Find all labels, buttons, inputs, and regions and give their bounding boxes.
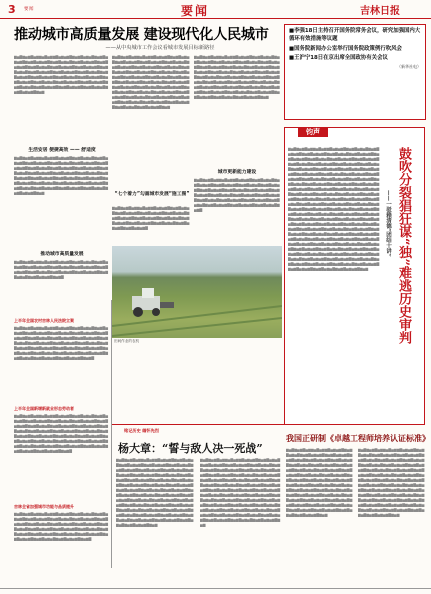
farm-photo xyxy=(112,246,282,338)
brief-1[interactable]: ■李强18日主持召开国务院常务会议，研究加强国内大循环有效措施等议题 xyxy=(289,28,421,42)
section-rule xyxy=(112,424,284,425)
column-divider xyxy=(111,300,112,568)
lead-column-1b: ▆▅▇▆▅▆▇▅▆▆▅▇▅▆▆▇▅▆▅▆▇▆▅▆▇▅▆▅▇▆▅▆▇▅▆▅▆▇▆▅▆▇▅▆▅▆▇▆▅▆▇▅▆▅▇▆▅▆▇▅▆▅▆▇▆▅▆▇▅▆▅▆▇▆▅▆▇▅▆▅▇▆▅▆▇▅▆▅▆▇▆▅▆▇▅▆▅▆▇▆▅▆▇▅▆▅▇▆▅▆▇▅▆▅▆▇▆▅▆▇▅▆▅▆▇▆▅▆▇▅▆▅▇▆▅▆▇▅▆▅▆▇▆▅▆▇▅▆▅▆▇▆▅▆▇▅▆▅▇▆▅▆▇▅▆▅▆▇▆▅▆▇▅▆▅▆▇▆▅▆▇▅▆▅▇▆▅▆▇▅▆▅▆▇▆▅▆▇▅▆▅▆▇▆▅▆▇▅▆▅▇▆▅▆▇▅▆▅▆▇▆▅▆▇▅▆▅▆▇▆▅▆▇▅▆▅▇▆▅▆▇▅▆▅▆▇▆▅▆ xyxy=(14,156,108,195)
page-meta: 要闻 xyxy=(24,7,34,12)
lead-column-2b: ▆▅▇▆▅▆▇▅▆▆▅▇▅▆▆▇▅▆▅▆▇▆▅▆▇▅▆▅▇▆▅▆▇▅▆▅▆▇▆▅▆▇▅▆▅▆▇▆▅▆▇▅▆▅▇▆▅▆▇▅▆▅▆▇▆▅▆▇▅▆▅▆▇▆▅▆▇▅▆▅▇▆▅▆▇▅▆▅▆▇▆▅▆▇▅▆▅▆▇▆▅▆▇▅▆▅▇▆▅▆▇▅▆▅▆▇▆▅▆▇▅▆▅▆▇ xyxy=(112,206,190,230)
side-news-headline-1: 上半年全国农村吉林人民法院立案 xyxy=(14,318,74,323)
brief-2[interactable]: ■国务院新闻办公室举行国务院政策例行吹风会 xyxy=(289,45,402,52)
commentary-tag: 钧声 xyxy=(298,127,328,137)
lead-column-1c: ▆▅▇▆▅▆▇▅▆▆▅▇▅▆▆▇▅▆▅▆▇▆▅▆▇▅▆▅▇▆▅▆▇▅▆▅▆▇▆▅▆▇▅▆▅▆▇▆▅▆▇▅▆▅▇▆▅▆▇▅▆▅▆▇▆▅▆▇▅▆▅▆▇▆▅▆▇▅▆▅▇▆▅▆▇▅▆▅▆▇▆▅▆▇▅▆▅▆▇▆▅▆▇▅▆▅▇▆▅▆▇▅▆▅▆▇▆▅▆▇ xyxy=(14,260,108,279)
photo-caption: 田间作业的农机 xyxy=(114,339,140,343)
lead-column-2: ▆▅▇▆▅▆▇▅▆▆▅▇▅▆▆▇▅▆▅▆▇▆▅▆▇▅▆▅▇▆▅▆▇▅▆▅▆▇▆▅▆▇▅▆▅▆▇▆▅▆▇▅▆▅▇▆▅▆▇▅▆▅▆▇▆▅▆▇▅▆▅▆▇▆▅▆▇▅▆▅▇▆▅▆▇▅▆▅▆▇▆▅▆▇▅▆▅▆▇▆▅▆▇▅▆▅▇▆▅▆▇▅▆▅▆▇▆▅▆▇▅▆▅▆▇▆▅▆▇▅▆▅▇▆▅▆▇▅▆▅▆▇▆▅▆▇▅▆▅▆▇▆▅▆▇▅▆▅▇▆▅▆▇▅▆▅▆▇▆▅▆▇▅▆▅▆▇▆▅▆▇▅▆▅▇▆▅▆▇▅▆▅▆▇▆▅▆▇▅▆▅▆▇▆▅▆▇▅▆▅▇▆▅▆▇▅▆▅▆▇▆▅▆▇▅▆▅▆▇▆▅▆▇▅▆▅▇▆▅▆▇▅▆▅▆▇▆▅▆▇▅▆▅▆▇▆▅▆▇▅▆▅▇▆▅▆▇▅▆▅▆▇▆▅▆▇▅▆▅▆▇▆▅▆▇▅▆▅▇▆▅▆▇▅▆▅▆▇▆▅▆ xyxy=(112,55,190,109)
lead-subhead-1: 生活安居 便捷高效 —— 舒适度 xyxy=(28,148,96,153)
hero-tag: 铭记历史 缅怀先烈 xyxy=(124,428,159,433)
side-news-body-3: ▆▅▇▆▅▆▇▅▆▆▅▇▅▆▆▇▅▆▅▆▇▆▅▆▇▅▆▅▇▆▅▆▇▅▆▅▆▇▆▅▆▇▅▆▅▆▇▆▅▆▇▅▆▅▇▆▅▆▇▅▆▅▆▇▆▅▆▇▅▆▅▆▇▆▅▆▇▅▆▅▇▆▅▆▇▅▆▅▆▇▆▅▆▇▅▆▅▆▇▆▅▆▇▅▆▅▇▆▅▆▇▅▆▅▆▇▆▅▆▇▅▆▅▆▇▆▅▆▇▅▆▅▇▆▅▆▇▅▆▅▆▇▆▅▆▇▅▆▅▆▇▆▅▆▇▅▆▅▇▆▅▆▇▅▆▅▆▇▆▅▆▇▅▆▅▆▇▆▅▆▇▅▆▅▇▆▅▆▇▅▆▅▆▇▆▅▆▇ xyxy=(14,512,108,541)
lead-column-3b: ▆▅▇▆▅▆▇▅▆▆▅▇▅▆▆▇▅▆▅▆▇▆▅▆▇▅▆▅▇▆▅▆▇▅▆▅▆▇▆▅▆▇▅▆▅▆▇▆▅▆▇▅▆▅▇▆▅▆▇▅▆▅▆▇▆▅▆▇▅▆▅▆▇▆▅▆▇▅▆▅▇▆▅▆▇▅▆▅▆▇▆▅▆▇▅▆▅▆▇▆▅▆▇▅▆▅▇▆▅▆▇▅▆▅▆▇▆▅▆▇▅▆▅▆▇▆▅▆▇▅▆▅▇▆▅▆▇▅▆▅▆▇▆▅▆▇▅▆▅▆▇▆▅▆▇▅▆▅▇▆▅▆▇▅▆▅▆▇▆▅▆▇▅▆▅▆▇▆▅▆▇▅▆▅▇▆▅▆▇ xyxy=(194,178,280,212)
lead-headline: 推动城市高质量发展 建设现代化人民城市 xyxy=(14,27,269,43)
briefs-source: （新华社电） xyxy=(397,64,421,70)
commentary-title[interactable]: 鼓吹分裂猖狂谋“独”难逃历史审判 xyxy=(396,147,411,344)
page-number: 3 xyxy=(8,3,16,16)
bottom-right-headline[interactable]: 我国正研制《卓越工程师培养认证标准》 xyxy=(286,433,430,443)
lead-subheadline: ——从中央城市工作会议看城市发展目标新路径 xyxy=(105,45,215,51)
tractor-icon xyxy=(112,246,282,338)
side-news-headline-3: 吉林全省加强城市功能与品质提升 xyxy=(14,504,74,509)
commentary-subtitle: ——一驳赖清德“团结十讲” xyxy=(385,190,391,257)
lead-column-1: ▆▅▇▆▅▆▇▅▆▆▅▇▅▆▆▇▅▆▅▆▇▆▅▆▇▅▆▅▇▆▅▆▇▅▆▅▆▇▆▅▆▇▅▆▅▆▇▆▅▆▇▅▆▅▇▆▅▆▇▅▆▅▆▇▆▅▆▇▅▆▅▆▇▆▅▆▇▅▆▅▇▆▅▆▇▅▆▅▆▇▆▅▆▇▅▆▅▆▇▆▅▆▇▅▆▅▇▆▅▆▇▅▆▅▆▇▆▅▆▇▅▆▅▆▇▆▅▆▇▅▆▅▇▆▅▆▇▅▆▅▆▇▆▅▆▇▅▆▅▆▇▆▅▆▇▅▆▅▇▆▅▆▇▅▆▅▆▇▆▅▆▇▅▆▅▆▇▆▅▆▇▅▆▅▇▆▅▆▇▅▆▅▆▇▆▅▆▇▅▆▅▆▇▆▅▆▇▅▆▅▇▆▅▆▇▅▆▅▆▇▆▅▆▇▅▆▅▆▇▆▅▆▇▅▆▅▇▆▅▆▇▅▆▅▆▇▆▅▆ xyxy=(14,55,108,94)
lead-column-3: ▆▅▇▆▅▆▇▅▆▆▅▇▅▆▆▇▅▆▅▆▇▆▅▆▇▅▆▅▇▆▅▆▇▅▆▅▆▇▆▅▆▇▅▆▅▆▇▆▅▆▇▅▆▅▇▆▅▆▇▅▆▅▆▇▆▅▆▇▅▆▅▆▇▆▅▆▇▅▆▅▇▆▅▆▇▅▆▅▆▇▆▅▆▇▅▆▅▆▇▆▅▆▇▅▆▅▇▆▅▆▇▅▆▅▆▇▆▅▆▇▅▆▅▆▇▆▅▆▇▅▆▅▇▆▅▆▇▅▆▅▆▇▆▅▆▇▅▆▅▆▇▆▅▆▇▅▆▅▇▆▅▆▇▅▆▅▆▇▆▅▆▇▅▆▅▆▇▆▅▆▇▅▆▅▇▆▅▆▇▅▆▅▆▇▆▅▆▇▅▆▅▆▇▆▅▆▇▅▆▅▇▆▅▆▇▅▆▅▆▇▆▅▆▇▅▆▅▆▇▆▅▆▇▅▆▅▇▆▅▆▇▅▆▅▆▇▆▅▆▇▅▆▅▆▇▆▅▆▇▅▆▅▇▆▅▆▇▅▆▅▆▇▆▅▆ xyxy=(194,55,280,99)
lead-subhead-4: 推动城市高质量发展 xyxy=(40,252,84,257)
hero-body-2: ▆▅▇▆▅▆▇▅▆▆▅▇▅▆▆▇▅▆▅▆▇▆▅▆▇▅▆▅▇▆▅▆▇▅▆▅▆▇▆▅▆▇▅▆▅▆▇▆▅▆▇▅▆▅▇▆▅▆▇▅▆▅▆▇▆▅▆▇▅▆▅▆▇▆▅▆▇▅▆▅▇▆▅▆▇▅▆▅▆▇▆▅▆▇▅▆▅▆▇▆▅▆▇▅▆▅▇▆▅▆▇▅▆▅▆▇▆▅▆▇▅▆▅▆▇▆▅▆▇▅▆▅▇▆▅▆▇▅▆▅▆▇▆▅▆▇▅▆▅▆▇▆▅▆▇▅▆▅▇▆▅▆▇▅▆▅▆▇▆▅▆▇▅▆▅▆▇▆▅▆▇▅▆▅▇▆▅▆▇▅▆▅▆▇▆▅▆▇▅▆▅▆▇▆▅▆▇▅▆▅▇▆▅▆▇▅▆▅▆▇▆▅▆▇▅▆▅▆▇▆▅▆▇▅▆▅▇▆▅▆▇▅▆▅▆▇▆▅▆▇▅▆▅▆▇▆▅▆▇▅▆▅▇▆▅▆▇▅▆▅▆▇▆▅▆▇▅▆▅▆▇▆▅▆▇▅▆▅▇▆▅▆▇▅▆▅▆▇▆▅▆▇▅▆▅▆▇▆▅▆▇▅▆▅▇▆▅▆▇▅▆▅▆▇▆▅▆▇▅▆▅▆▇▆▅▆▇▅▆▅▇▆▅▆▇▅▆▅▆▇▆▅▆▇▅▆▅▆▇▆▅▆▇▅▆▅▇▆▅▆▇▅▆▅▆▇▆▅▆ xyxy=(200,458,281,527)
page-footer xyxy=(0,588,431,594)
news-briefs-box xyxy=(284,24,426,120)
bottom-right-body-2: ▆▅▇▆▅▆▇▅▆▆▅▇▅▆▆▇▅▆▅▆▇▆▅▆▇▅▆▅▇▆▅▆▇▅▆▅▆▇▆▅▆▇▅▆▅▆▇▆▅▆▇▅▆▅▇▆▅▆▇▅▆▅▆▇▆▅▆▇▅▆▅▆▇▆▅▆▇▅▆▅▇▆▅▆▇▅▆▅▆▇▆▅▆▇▅▆▅▆▇▆▅▆▇▅▆▅▇▆▅▆▇▅▆▅▆▇▆▅▆▇▅▆▅▆▇▆▅▆▇▅▆▅▇▆▅▆▇▅▆▅▆▇▆▅▆▇▅▆▅▆▇▆▅▆▇▅▆▅▇▆▅▆▇▅▆▅▆▇▆▅▆▇▅▆▅▆▇▆▅▆▇▅▆▅▇▆▅▆▇▅▆▅▆▇▆▅▆▇▅▆▅▆▇▆▅▆▇▅▆▅▇▆▅▆▇▅▆▅▆▇▆▅▆▇▅▆▅▆▇▆▅▆▇▅▆▅▇▆▅▆▇▅▆▅▆▇▆▅▆▇▅▆▅▆▇▆▅▆▇▅▆▅▇▆▅▆▇▅▆▅▆▇▆▅▆▇▅▆▅▆▇▆▅▆▇▅▆▅▇▆▅▆▇▅▆▅▆▇▆▅▆▇▅▆▅▆▇▆▅▆▇▅▆▅▇▆▅▆▇▅▆▅▆▇▆▅▆ xyxy=(358,448,425,517)
hero-body-1: ▆▅▇▆▅▆▇▅▆▆▅▇▅▆▆▇▅▆▅▆▇▆▅▆▇▅▆▅▇▆▅▆▇▅▆▅▆▇▆▅▆▇▅▆▅▆▇▆▅▆▇▅▆▅▇▆▅▆▇▅▆▅▆▇▆▅▆▇▅▆▅▆▇▆▅▆▇▅▆▅▇▆▅▆▇▅▆▅▆▇▆▅▆▇▅▆▅▆▇▆▅▆▇▅▆▅▇▆▅▆▇▅▆▅▆▇▆▅▆▇▅▆▅▆▇▆▅▆▇▅▆▅▇▆▅▆▇▅▆▅▆▇▆▅▆▇▅▆▅▆▇▆▅▆▇▅▆▅▇▆▅▆▇▅▆▅▆▇▆▅▆▇▅▆▅▆▇▆▅▆▇▅▆▅▇▆▅▆▇▅▆▅▆▇▆▅▆▇▅▆▅▆▇▆▅▆▇▅▆▅▇▆▅▆▇▅▆▅▆▇▆▅▆▇▅▆▅▆▇▆▅▆▇▅▆▅▇▆▅▆▇▅▆▅▆▇▆▅▆▇▅▆▅▆▇▆▅▆▇▅▆▅▇▆▅▆▇▅▆▅▆▇▆▅▆▇▅▆▅▆▇▆▅▆▇▅▆▅▇▆▅▆▇▅▆▅▆▇▆▅▆▇▅▆▅▆▇▆▅▆▇▅▆▅▇▆▅▆▇▅▆▅▆▇▆▅▆▇▅▆▅▆▇▆▅▆▇▅▆▅▇▆▅▆▇▅▆▅▆▇▆▅▆▇▅▆▅▆▇▆▅▆▇▅▆▅▇▆▅▆▇▅▆▅▆▇▆▅▆ xyxy=(116,458,194,527)
brand-logo: 吉林日报 xyxy=(360,6,400,17)
side-news-body-1: ▆▅▇▆▅▆▇▅▆▆▅▇▅▆▆▇▅▆▅▆▇▆▅▆▇▅▆▅▇▆▅▆▇▅▆▅▆▇▆▅▆▇▅▆▅▆▇▆▅▆▇▅▆▅▇▆▅▆▇▅▆▅▆▇▆▅▆▇▅▆▅▆▇▆▅▆▇▅▆▅▇▆▅▆▇▅▆▅▆▇▆▅▆▇▅▆▅▆▇▆▅▆▇▅▆▅▇▆▅▆▇▅▆▅▆▇▆▅▆▇▅▆▅▆▇▆▅▆▇▅▆▅▇▆▅▆▇▅▆▅▆▇▆▅▆▇▅▆▅▆▇▆▅▆▇▅▆▅▇▆▅▆▇▅▆▅▆▇▆▅▆▇▅▆▅▆▇▆▅▆▇▅▆▅▇▆▅▆▇▅▆▅▆▇▆▅▆▇▅▆▅▆▇▆▅▆▇▅▆▅▇▆▅▆▇▅▆▅▆▇▆▅▆▇▅▆▅▆▇▆▅▆▇ xyxy=(14,326,108,360)
side-news-body-2: ▆▅▇▆▅▆▇▅▆▆▅▇▅▆▆▇▅▆▅▆▇▆▅▆▇▅▆▅▇▆▅▆▇▅▆▅▆▇▆▅▆▇▅▆▅▆▇▆▅▆▇▅▆▅▇▆▅▆▇▅▆▅▆▇▆▅▆▇▅▆▅▆▇▆▅▆▇▅▆▅▇▆▅▆▇▅▆▅▆▇▆▅▆▇▅▆▅▆▇▆▅▆▇▅▆▅▇▆▅▆▇▅▆▅▆▇▆▅▆▇▅▆▅▆▇▆▅▆▇▅▆▅▇▆▅▆▇▅▆▅▆▇▆▅▆▇▅▆▅▆▇▆▅▆▇▅▆▅▇▆▅▆▇▅▆▅▆▇▆▅▆▇▅▆▅▆▇▆▅▆▇▅▆▅▇▆▅▆▇▅▆▅▆▇▆▅▆▇▅▆▅▆▇▆▅▆▇▅▆▅▇▆▅▆▇▅▆▅▆▇▆▅▆▇▅▆▅▆▇▆▅▆▇▅▆▅▇▆▅▆▇▅▆▅▆▇▆▅▆▇▅▆▅▆▇▆▅▆▇ xyxy=(14,414,108,453)
bottom-right-body-1: ▆▅▇▆▅▆▇▅▆▆▅▇▅▆▆▇▅▆▅▆▇▆▅▆▇▅▆▅▇▆▅▆▇▅▆▅▆▇▆▅▆▇▅▆▅▆▇▆▅▆▇▅▆▅▇▆▅▆▇▅▆▅▆▇▆▅▆▇▅▆▅▆▇▆▅▆▇▅▆▅▇▆▅▆▇▅▆▅▆▇▆▅▆▇▅▆▅▆▇▆▅▆▇▅▆▅▇▆▅▆▇▅▆▅▆▇▆▅▆▇▅▆▅▆▇▆▅▆▇▅▆▅▇▆▅▆▇▅▆▅▆▇▆▅▆▇▅▆▅▆▇▆▅▆▇▅▆▅▇▆▅▆▇▅▆▅▆▇▆▅▆▇▅▆▅▆▇▆▅▆▇▅▆▅▇▆▅▆▇▅▆▅▆▇▆▅▆▇▅▆▅▆▇▆▅▆▇▅▆▅▇▆▅▆▇▅▆▅▆▇▆▅▆▇▅▆▅▆▇▆▅▆▇▅▆▅▇▆▅▆▇▅▆▅▆▇▆▅▆▇▅▆▅▆▇▆▅▆▇▅▆▅▇▆▅▆▇▅▆▅▆▇▆▅▆▇▅▆▅▆▇▆▅▆▇▅▆▅▇▆▅▆▇▅▆▅▆▇▆▅▆▇▅▆▅▆▇▆▅▆▇▅▆▅▇▆▅▆▇▅▆▅▆▇▆▅▆ xyxy=(286,448,353,517)
lead-subhead-3: 城市更新能力建设 xyxy=(217,170,257,175)
hero-headline[interactable]: 杨大章：“誓与敌人决一死战” xyxy=(118,442,263,455)
commentary-body: ▆▅▇▆▅▆▇▅▆▆▅▇▅▆▆▇▅▆▅▆▇▆▅▆▇▅▆▅▇▆▅▆▇▅▆▅▆▇▆▅▆▇▅▆▅▆▇▆▅▆▇▅▆▅▇▆▅▆▇▅▆▅▆▇▆▅▆▇▅▆▅▆▇▆▅▆▇▅▆▅▇▆▅▆▇▅▆▅▆▇▆▅▆▇▅▆▅▆▇▆▅▆▇▅▆▅▇▆▅▆▇▅▆▅▆▇▆▅▆▇▅▆▅▆▇▆▅▆▇▅▆▅▇▆▅▆▇▅▆▅▆▇▆▅▆▇▅▆▅▆▇▆▅▆▇▅▆▅▇▆▅▆▇▅▆▅▆▇▆▅▆▇▅▆▅▆▇▆▅▆▇▅▆▅▇▆▅▆▇▅▆▅▆▇▆▅▆▇▅▆▅▆▇▆▅▆▇▅▆▅▇▆▅▆▇▅▆▅▆▇▆▅▆▇▅▆▅▆▇▆▅▆▇▅▆▅▇▆▅▆▇▅▆▅▆▇▆▅▆▇▅▆▅▆▇▆▅▆▇▅▆▅▇▆▅▆▇▅▆▅▆▇▆▅▆▇▅▆▅▆▇▆▅▆▇▅▆▅▇▆▅▆▇▅▆▅▆▇▆▅▆▇▅▆▅▆▇▆▅▆▇▅▆▅▇▆▅▆▇▅▆▅▆▇▆▅▆▇▅▆▅▆▇▆▅▆▇▅▆▅▇▆▅▆▇▅▆▅▆▇▆▅▆▇▅▆▅▆▇▆▅▆▇▅▆▅▇▆▅▆▇▅▆▅▆▇▆▅▆▇▅▆▅▆▇▆▅▆▇▅▆▅▇▆▅▆▇▅▆▅▆▇▆▅▆▇▅▆▅▆▇▆▅▆▇▅▆▅▇▆▅▆▇▅▆▅▆▇▆▅▆▇▅▆▅▆▇▆▅▆▇▅▆▅▇▆▅▆▇▅▆▅▆▇▆▅▆▇▅▆▅▆▇▆▅▆▇▅▆▅▇▆▅▆▇▅▆▅▆▇▆▅▆▇▅▆▅▆▇▆▅▆▇▅▆▅▇▆▅▆▇▅▆▅▆▇▆▅▆▇▅▆▅▆▇▆▅▆▇▅▆▅▇▆▅▆▇▅▆▅▆▇▆▅▆▇▅▆▅▆▇▆▅▆▇▅▆▅▇▆▅▆▇▅▆▅▆▇▆▅▆▇▅▆▅▆▇▆▅▆▇▅▆▅▇▆▅▆▇▅▆▅▆▇▆▅▆▇▅▆▅▆▇▆▅▆▇▅▆▅▇▆▅▆▇▅▆▅▆▇▆▅▆▇▅▆▅▆▇▆▅▆▇▅▆▅▇▆▅▆▇▅▆▅▆▇▆▅▆▇▅▆▅▆▇▆▅▆▇▅▆▅▇▆▅▆▇▅▆▅▆▇▆▅▆▇▅▆▅▆▇▆▅▆▇▅▆▅▇▆▅▆▇▅▆▅▆▇▆▅▆▇▅▆▅▆▇▆▅▆▇▅▆▅▇▆▅▆▇▅▆▅▆▇▆▅▆▇▅▆▅▆▇▆▅▆▇▅▆▅▇▆▅▆▇▅▆▅▆▇▆▅▆▇▅▆▅▆▇▆▅▆▇▅▆▅▇▆▅▆▇▅▆▅▆▇▆▅▆▇▅▆▅▆▇▆▅▆▇▅▆▅▇▆▅▆▇▅▆▅▆▇▆▅▆▇▅▆▅▆▇▆▅▆▇▅▆▅▇▆▅▆▇▅▆▅▆▇▆▅▆ xyxy=(288,147,380,271)
side-news-headline-2: 上半年全国新增新就业形态劳动者 xyxy=(14,406,74,411)
lead-subhead-2: “七个着力”勾画城市发展“施工图” xyxy=(114,192,190,197)
brief-3[interactable]: ■王沪宁18日在京出席全国政协有关会议 xyxy=(289,55,388,62)
section-title: 要闻 xyxy=(181,4,210,18)
